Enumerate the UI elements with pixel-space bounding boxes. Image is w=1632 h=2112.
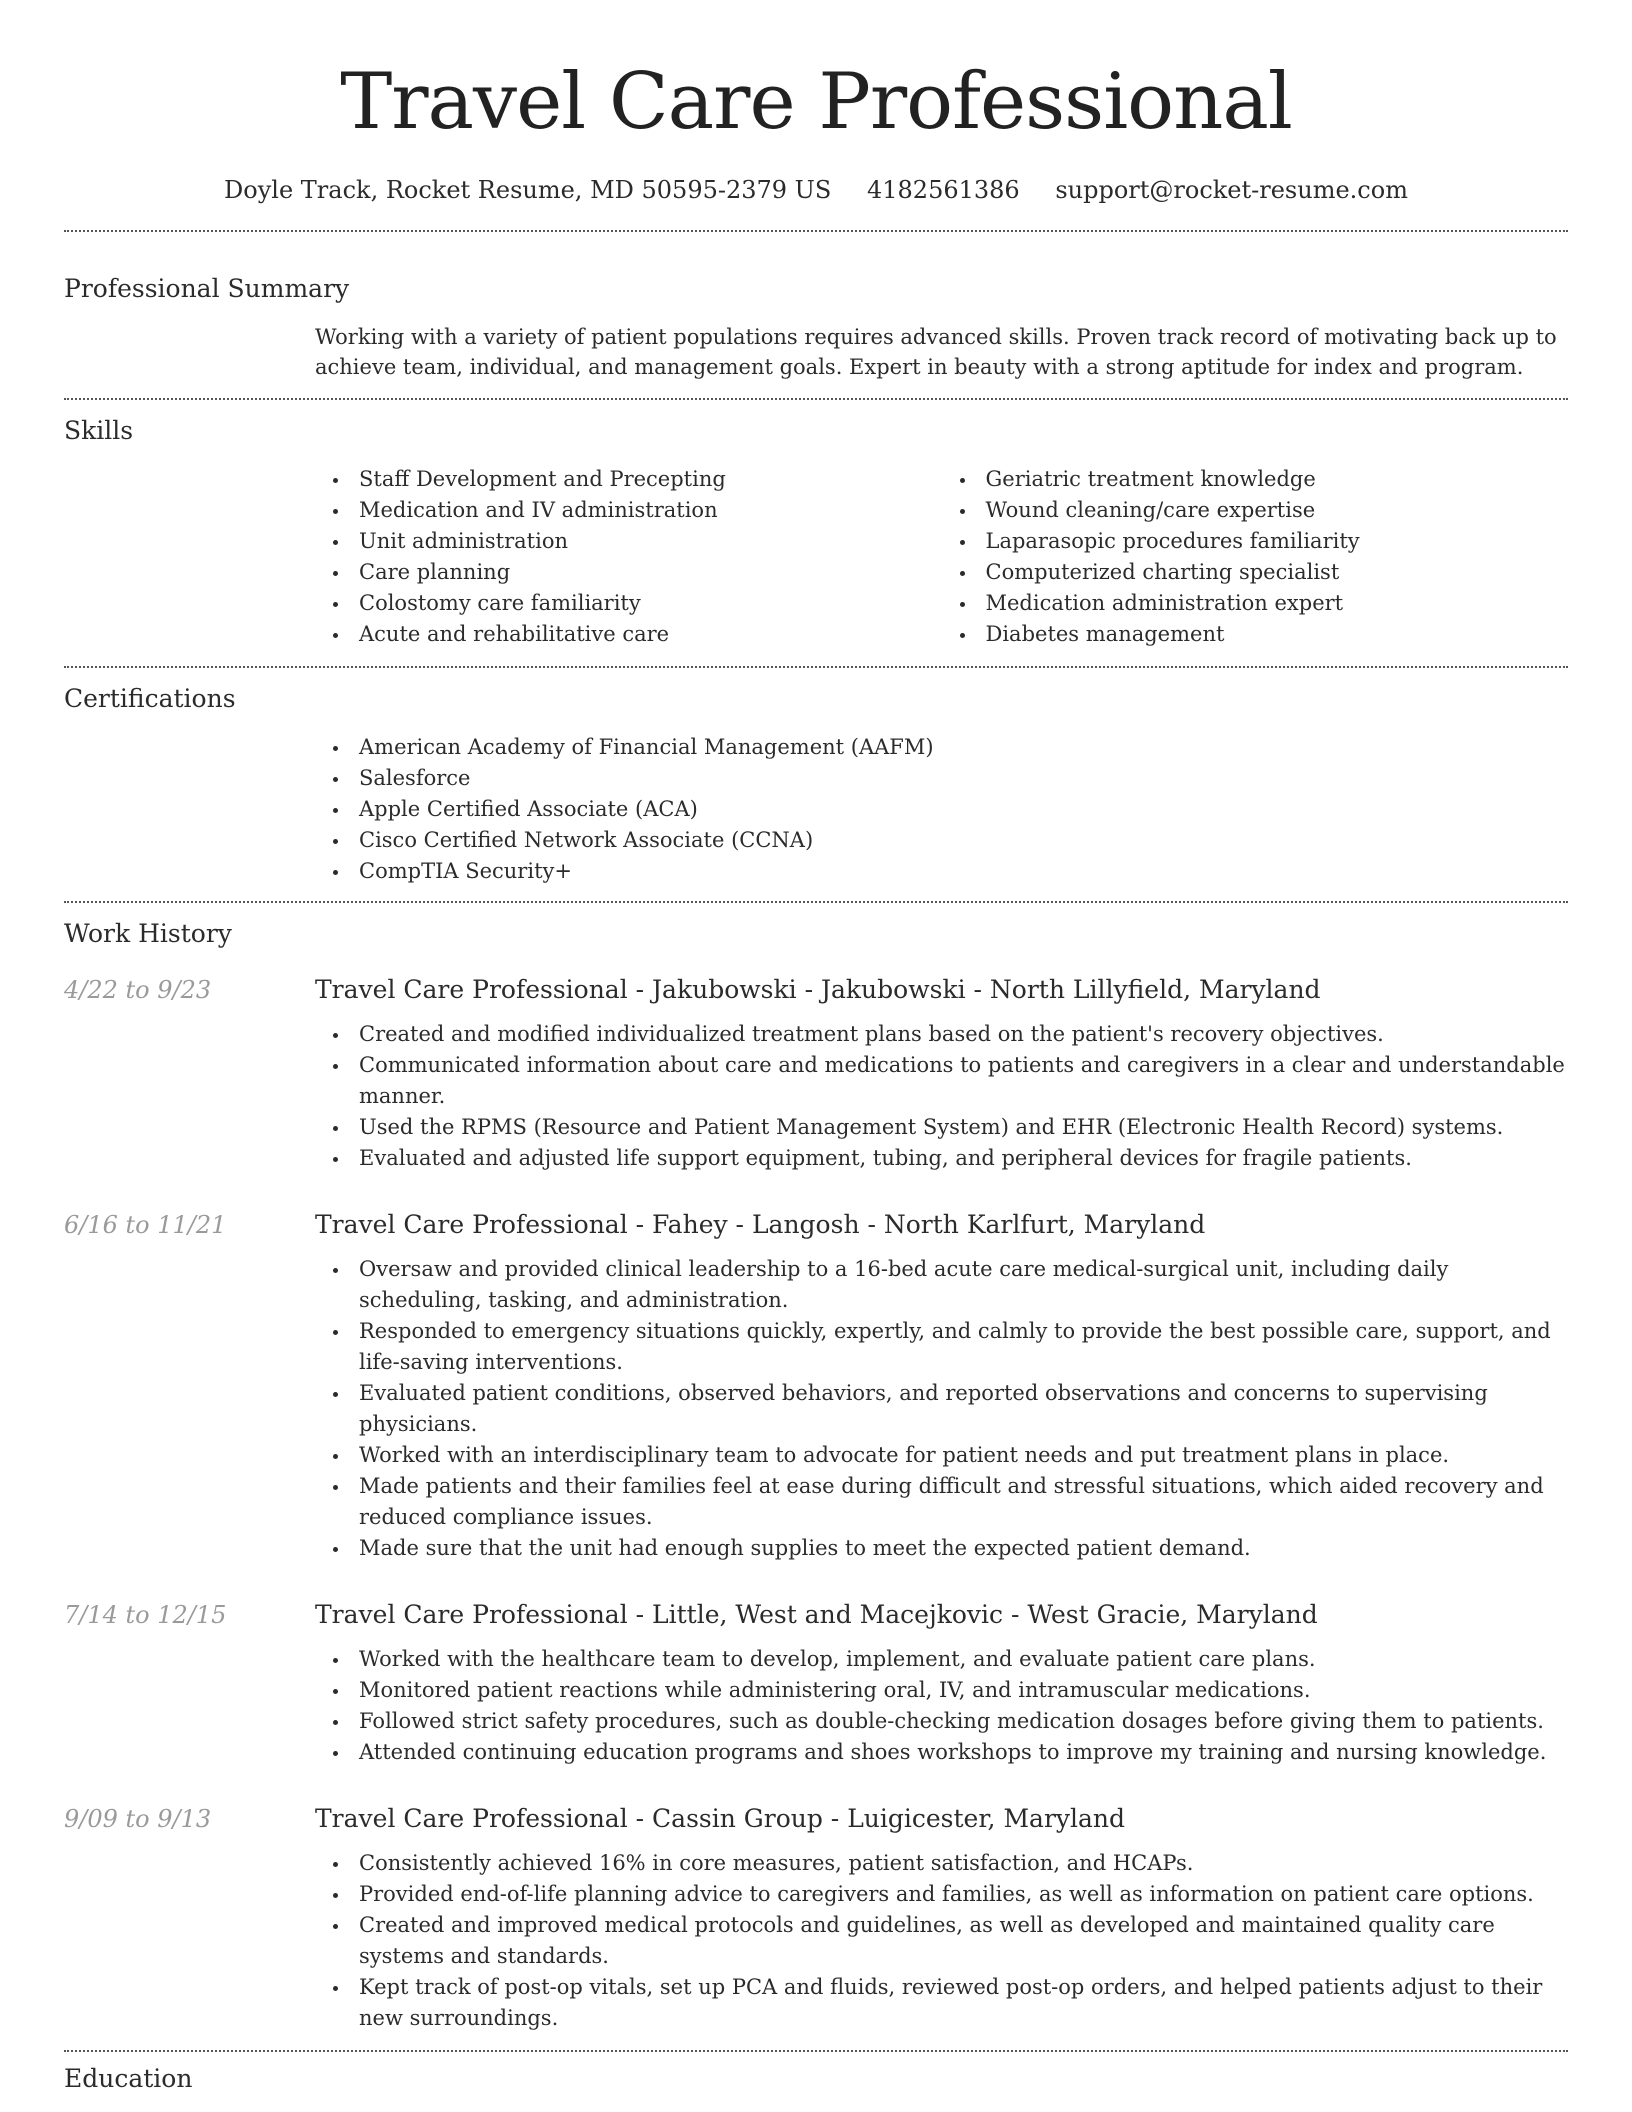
job-dates: 4/22 to 9/23 (64, 976, 212, 1004)
skills-section (64, 400, 1568, 666)
job-bullet: Followed strict safety procedures, such as double-checking medication dosages before giving them to patients. (359, 1706, 1568, 1737)
job-title: Travel Care Professional - Fahey - Langosh - North Karlfurt, Maryland (315, 1210, 1206, 1239)
skills-title: Skills (64, 416, 134, 445)
work-history-section (64, 903, 1568, 2034)
job-bullet: Worked with the healthcare team to develop, implement, and evaluate patient care plans. (359, 1644, 1568, 1675)
skill-item: Medication administration expert (986, 588, 1569, 619)
job-bullet: Created and modified individualized treatment plans based on the patient's recovery objectives. (359, 1019, 1568, 1050)
summary-title: Professional Summary (64, 274, 350, 303)
summary-section (64, 232, 1568, 398)
job-bullet: Evaluated and adjusted life support equipment, tubing, and peripheral devices for fragile patients. (359, 1143, 1568, 1174)
resume-name: Travel Care Professional (340, 57, 1292, 147)
job-bullet: Kept track of post-op vitals, set up PCA and fluids, reviewed post-op orders, and helped patients adjust to their new surroundings. (359, 1972, 1568, 2034)
job-dates: 7/14 to 12/15 (64, 1601, 227, 1629)
certification-item: Cisco Certified Network Associate (CCNA) (359, 825, 1568, 856)
skill-item: Medication and IV administration (359, 495, 942, 526)
job-bullet: Consistently achieved 16% in core measures, patient satisfaction, and HCAPs. (359, 1848, 1568, 1879)
certifications-list (315, 732, 1568, 901)
job-bullet: Created and improved medical protocols and guidelines, as well as developed and maintained quality care systems and standards. (359, 1910, 1568, 1972)
skill-item: Acute and rehabilitative care (359, 619, 942, 650)
job-bullet: Used the RPMS (Resource and Patient Management System) and EHR (Electronic Health Record) systems. (359, 1112, 1568, 1143)
job-bullet: Communicated information about care and medications to patients and caregivers in a clear and understandable manner. (359, 1050, 1568, 1112)
job-entry (64, 1208, 1568, 1564)
job-bullets (315, 1019, 1568, 1174)
job-bullet: Made patients and their families feel at ease during difficult and stressful situations, which aided recovery and reduced compliance issues. (359, 1471, 1568, 1533)
job-bullet: Attended continuing education programs and shoes workshops to improve my training and nursing knowledge. (359, 1737, 1568, 1768)
job-bullets (315, 1254, 1568, 1564)
job-dates: 6/16 to 11/21 (64, 1211, 227, 1239)
contact-email: support@rocket-resume.com (1055, 176, 1408, 204)
job-entry (64, 1598, 1568, 1768)
job-bullet: Oversaw and provided clinical leadership to a 16-bed acute care medical-surgical unit, including daily scheduling, tasking, and administration. (359, 1254, 1568, 1316)
job-entry (64, 973, 1568, 1174)
skill-item: Staff Development and Precepting (359, 464, 942, 495)
skill-item: Computerized charting specialist (986, 557, 1569, 588)
certification-item: Salesforce (359, 763, 1568, 794)
resume-page (64, 0, 1568, 2096)
contact-address: Doyle Track, Rocket Resume, MD 50595-2379 US (224, 176, 832, 204)
job-bullets (315, 1644, 1568, 1768)
job-bullet: Worked with an interdisciplinary team to advocate for patient needs and put treatment plans in place. (359, 1440, 1568, 1471)
work-history-title: Work History (64, 919, 232, 948)
skill-item: Diabetes management (986, 619, 1569, 650)
summary-text: Working with a variety of patient populations requires advanced skills. Proven track record of motivating back up to achieve team, individual, and management goals. Expert in beauty with a strong aptitude for index and program. (315, 325, 1557, 379)
job-title: Travel Care Professional - Little, West and Macejkovic - West Gracie, Maryland (315, 1600, 1318, 1629)
job-bullet: Evaluated patient conditions, observed behaviors, and reported observations and concerns to supervising physicians. (359, 1378, 1568, 1440)
skill-item: Laparasopic procedures familiarity (986, 526, 1569, 557)
job-bullet: Monitored patient reactions while administering oral, IV, and intramuscular medications. (359, 1675, 1568, 1706)
job-bullet: Responded to emergency situations quickly, expertly, and calmly to provide the best possible care, support, and life-saving interventions. (359, 1316, 1568, 1378)
job-title: Travel Care Professional - Cassin Group - Luigicester, Maryland (315, 1804, 1126, 1833)
certification-item: CompTIA Security+ (359, 856, 1568, 887)
certifications-title: Certifications (64, 684, 236, 713)
skills-columns (315, 464, 1568, 666)
skill-item: Geriatric treatment knowledge (986, 464, 1569, 495)
job-title: Travel Care Professional - Jakubowski - Jakubowski - North Lillyfield, Maryland (315, 975, 1321, 1004)
job-dates: 9/09 to 9/13 (64, 1805, 212, 1833)
certification-item: American Academy of Financial Management (AAFM) (359, 732, 1568, 763)
skills-list-left (315, 464, 942, 650)
education-section (64, 2052, 1568, 2096)
contact-phone: 4182561386 (866, 176, 1020, 204)
certifications-section (64, 668, 1568, 901)
job-bullet: Made sure that the unit had enough supplies to meet the expected patient demand. (359, 1533, 1568, 1564)
certification-item: Apple Certified Associate (ACA) (359, 794, 1568, 825)
skill-item: Unit administration (359, 526, 942, 557)
job-bullets (315, 1848, 1568, 2034)
job-entry (64, 1802, 1568, 2034)
contact-line (64, 172, 1568, 208)
job-bullet: Provided end-of-life planning advice to caregivers and families, as well as information on patient care options. (359, 1879, 1568, 1910)
skill-item: Colostomy care familiarity (359, 588, 942, 619)
skill-item: Wound cleaning/care expertise (986, 495, 1569, 526)
education-title: Education (64, 2064, 193, 2093)
skills-list-right (942, 464, 1569, 650)
skill-item: Care planning (359, 557, 942, 588)
